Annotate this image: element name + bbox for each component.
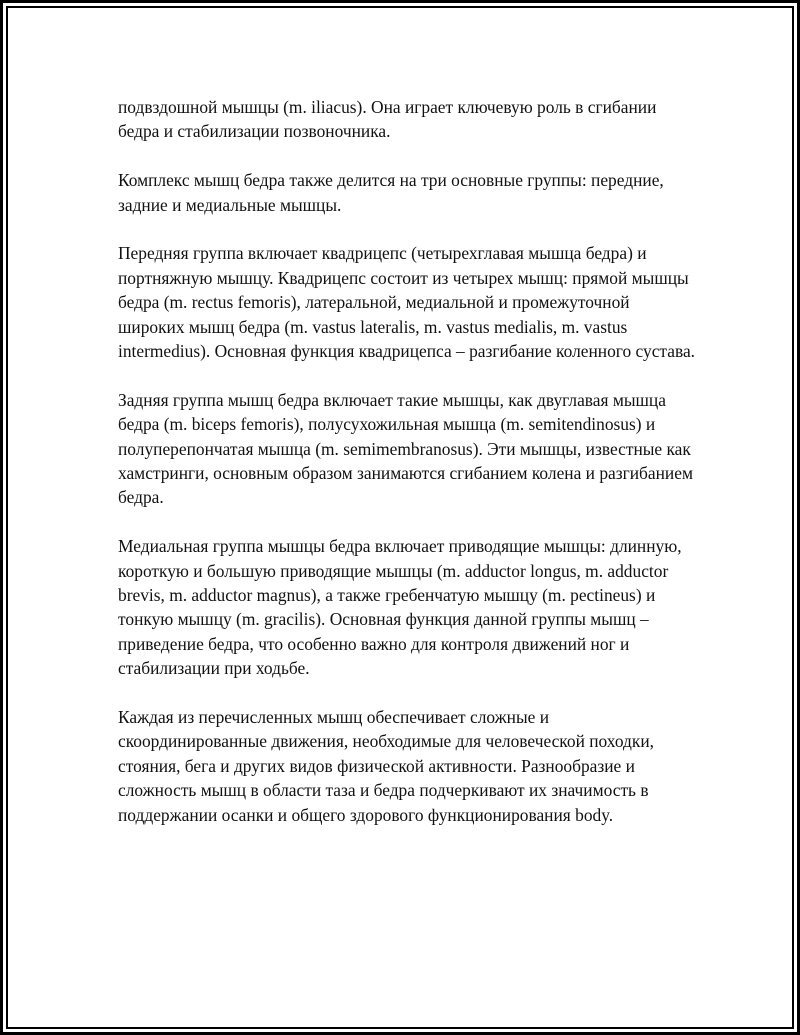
paragraph-posterior-group: Задняя группа мышц бедра включает такие мышцы, как двуглавая мышца бедра (m. biceps femoris), полусухожильная мышца (m. semitendinosus) и полуперепончатая мышца (m. semimembranosus). Эти мышцы, известные как хамстринги, основным образом занимаются сгибанием колена и разгибанием бедра. [118, 389, 693, 508]
paragraph-medial-group: Медиальная группа мышцы бедра включает приводящие мышцы: длинную, короткую и большую приводящие мышцы (m. adductor longus, m. adductor brevis, m. adductor magnus), а также гребенчатую мышцу (m. pectineus) и тонкую мышцу (m. gracilis). Основная функция данной группы мышц – приведение бедра, что особенно важно для контроля движений ног и стабилизации при ходьбе. [118, 536, 682, 679]
paragraph-conclusion: Каждая из перечисленных мышц обеспечивает сложные и скоординированные движения, необходимые для человеческой походки, стояния, бега и других видов физической активности. Разнообразие и сложность мышц в области таза и бедра подчеркивают их значимость в поддержании осанки и общего здорового функционирования body. [118, 707, 654, 825]
paragraph-anterior-group: Передняя группа включает квадрицепс (четырехглавая мышца бедра) и портняжную мышцу. Квадрицепс состоит из четырех мышц: прямой мышцы бедра (m. rectus femoris), латеральной, медиальной и промежуточной широких мышц бедра (m. vastus lateralis, m. vastus medialis, m. vastus intermedius). Основная функция квадрицепса – разгибание коленного сустава. [118, 243, 696, 362]
document-body [118, 95, 698, 827]
paragraph-thigh-groups: Комплекс мышц бедра также делится на три основные группы: передние, задние и медиальные мышцы. [118, 170, 664, 215]
paragraph-iliacus: подвздошной мышцы (m. iliacus). Она играет ключевую роль в сгибании бедра и стабилизации позвоночника. [118, 97, 657, 142]
